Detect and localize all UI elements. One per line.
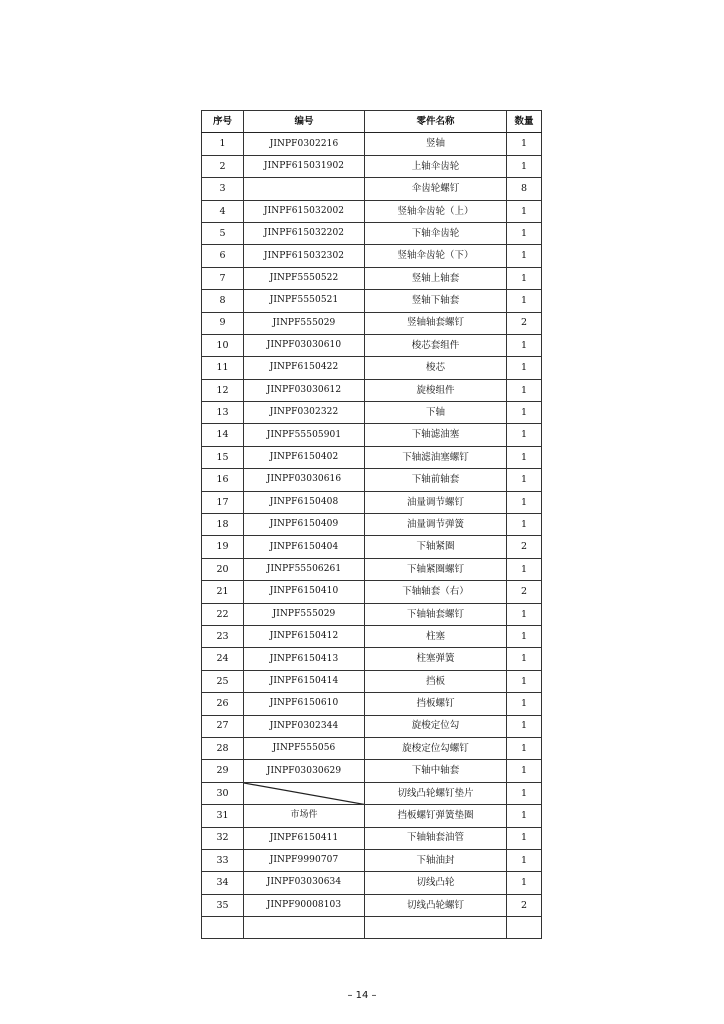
cell-qty: 1 xyxy=(507,469,542,491)
cell-name: 竖轴伞齿轮（上） xyxy=(365,200,507,222)
cell-qty: 1 xyxy=(507,133,542,155)
table-row xyxy=(202,357,542,379)
cell-code: JINPF0302344 xyxy=(244,715,365,737)
cell-index: 9 xyxy=(202,312,244,334)
cell-code: 市场件 xyxy=(244,805,365,827)
cell-code: JINPF6150413 xyxy=(244,648,365,670)
cell-index: 20 xyxy=(202,558,244,580)
cell-name: 下轴伞齿轮 xyxy=(365,222,507,244)
cell-code: JINPF6150408 xyxy=(244,491,365,513)
cell-name: 下轴中轴套 xyxy=(365,760,507,782)
table-row xyxy=(202,625,542,647)
table-row xyxy=(202,782,542,804)
table-header-row xyxy=(202,111,542,133)
cell-name: 下轴滤油塞螺钉 xyxy=(365,446,507,468)
cell-name: 梭芯套组件 xyxy=(365,334,507,356)
cell-name: 旋梭定位勾螺钉 xyxy=(365,737,507,759)
cell-index: 16 xyxy=(202,469,244,491)
cell-code: JINPF555056 xyxy=(244,737,365,759)
cell-name: 竖轴下轴套 xyxy=(365,290,507,312)
cell-qty: 1 xyxy=(507,849,542,871)
cell-qty: 8 xyxy=(507,178,542,200)
cell-index: 33 xyxy=(202,849,244,871)
table-row xyxy=(202,379,542,401)
cell-code: JINPF03030616 xyxy=(244,469,365,491)
cell-index: 7 xyxy=(202,267,244,289)
cell-qty: 1 xyxy=(507,805,542,827)
cell-qty: 1 xyxy=(507,670,542,692)
table-row xyxy=(202,334,542,356)
cell-index: 11 xyxy=(202,357,244,379)
cell-name xyxy=(365,917,507,939)
cell-code: JINPF5550522 xyxy=(244,267,365,289)
cell-code: JINPF9990707 xyxy=(244,849,365,871)
table-row xyxy=(202,849,542,871)
parts-table xyxy=(201,110,542,939)
cell-name: 下轴滤油塞 xyxy=(365,424,507,446)
table-row xyxy=(202,155,542,177)
cell-name: 切线凸轮螺钉垫片 xyxy=(365,782,507,804)
table-row xyxy=(202,536,542,558)
cell-name: 下轴 xyxy=(365,402,507,424)
cell-name: 下轴轴套螺钉 xyxy=(365,603,507,625)
table-row xyxy=(202,872,542,894)
table-row xyxy=(202,581,542,603)
cell-code: JINPF6150411 xyxy=(244,827,365,849)
page-number: – 14 – xyxy=(347,990,377,1001)
diagonal-line xyxy=(244,783,364,804)
cell-code: JINPF615031902 xyxy=(244,155,365,177)
header-name: 零件名称 xyxy=(365,111,507,133)
table-row xyxy=(202,312,542,334)
table-row xyxy=(202,670,542,692)
cell-index: 2 xyxy=(202,155,244,177)
cell-index: 12 xyxy=(202,379,244,401)
cell-index: 32 xyxy=(202,827,244,849)
table-row xyxy=(202,917,542,939)
cell-index: 1 xyxy=(202,133,244,155)
cell-name: 挡板螺钉弹簧垫圈 xyxy=(365,805,507,827)
cell-name: 油量调节螺钉 xyxy=(365,491,507,513)
table-row xyxy=(202,894,542,916)
cell-qty: 1 xyxy=(507,290,542,312)
cell-name: 下轴前轴套 xyxy=(365,469,507,491)
table-row xyxy=(202,222,542,244)
table-row xyxy=(202,693,542,715)
cell-name: 下轴轴套油管 xyxy=(365,827,507,849)
cell-qty: 1 xyxy=(507,872,542,894)
cell-qty: 1 xyxy=(507,446,542,468)
cell-index: 17 xyxy=(202,491,244,513)
table-row xyxy=(202,290,542,312)
cell-name: 切线凸轮 xyxy=(365,872,507,894)
table-row xyxy=(202,200,542,222)
cell-qty: 1 xyxy=(507,379,542,401)
cell-qty: 1 xyxy=(507,558,542,580)
cell-name: 上轴伞齿轮 xyxy=(365,155,507,177)
cell-name: 下轴紧圈 xyxy=(365,536,507,558)
cell-index: 28 xyxy=(202,737,244,759)
cell-index: 25 xyxy=(202,670,244,692)
table-row xyxy=(202,603,542,625)
table-row xyxy=(202,469,542,491)
cell-index: 10 xyxy=(202,334,244,356)
cell-name: 竖轴伞齿轮（下） xyxy=(365,245,507,267)
cell-code: JINPF6150404 xyxy=(244,536,365,558)
table-row xyxy=(202,558,542,580)
cell-name: 油量调节弹簧 xyxy=(365,514,507,536)
table-row xyxy=(202,491,542,513)
cell-index: 3 xyxy=(202,178,244,200)
cell-name: 梭芯 xyxy=(365,357,507,379)
table-row xyxy=(202,424,542,446)
cell-name: 下轴油封 xyxy=(365,849,507,871)
cell-qty: 1 xyxy=(507,648,542,670)
cell-code: JINPF6150402 xyxy=(244,446,365,468)
cell-index: 24 xyxy=(202,648,244,670)
cell-index: 35 xyxy=(202,894,244,916)
table-row xyxy=(202,715,542,737)
cell-name: 竖轴轴套螺钉 xyxy=(365,312,507,334)
cell-code xyxy=(244,917,365,939)
header-code: 编号 xyxy=(244,111,365,133)
cell-index: 30 xyxy=(202,782,244,804)
cell-code: JINPF03030610 xyxy=(244,334,365,356)
cell-code: JINPF03030629 xyxy=(244,760,365,782)
table-row xyxy=(202,805,542,827)
cell-qty: 1 xyxy=(507,267,542,289)
cell-name: 柱塞弹簧 xyxy=(365,648,507,670)
cell-name: 竖轴上轴套 xyxy=(365,267,507,289)
cell-qty: 1 xyxy=(507,827,542,849)
cell-qty: 1 xyxy=(507,782,542,804)
cell-qty: 1 xyxy=(507,222,542,244)
cell-code: JINPF6150410 xyxy=(244,581,365,603)
cell-code: JINPF6150610 xyxy=(244,693,365,715)
cell-code: JINPF03030612 xyxy=(244,379,365,401)
cell-index: 27 xyxy=(202,715,244,737)
cell-name: 旋梭组件 xyxy=(365,379,507,401)
cell-name: 伞齿轮螺钉 xyxy=(365,178,507,200)
cell-name: 柱塞 xyxy=(365,625,507,647)
cell-index: 31 xyxy=(202,805,244,827)
table-row xyxy=(202,402,542,424)
cell-qty: 1 xyxy=(507,625,542,647)
cell-name: 挡板螺钉 xyxy=(365,693,507,715)
cell-name: 竖轴 xyxy=(365,133,507,155)
table-row xyxy=(202,514,542,536)
cell-qty: 1 xyxy=(507,402,542,424)
table-row xyxy=(202,178,542,200)
table-row xyxy=(202,760,542,782)
cell-index: 34 xyxy=(202,872,244,894)
table-row xyxy=(202,245,542,267)
cell-qty: 1 xyxy=(507,357,542,379)
cell-qty: 1 xyxy=(507,603,542,625)
cell-index xyxy=(202,917,244,939)
table-row xyxy=(202,827,542,849)
cell-qty: 1 xyxy=(507,424,542,446)
cell-qty: 1 xyxy=(507,155,542,177)
table-row xyxy=(202,446,542,468)
table-row xyxy=(202,737,542,759)
cell-code: JINPF5550521 xyxy=(244,290,365,312)
cell-qty: 1 xyxy=(507,715,542,737)
cell-name: 下轴紧圈螺钉 xyxy=(365,558,507,580)
cell-code xyxy=(244,178,365,200)
header-index: 序号 xyxy=(202,111,244,133)
cell-index: 19 xyxy=(202,536,244,558)
cell-qty: 1 xyxy=(507,693,542,715)
cell-code: JINPF0302216 xyxy=(244,133,365,155)
cell-code: JINPF03030634 xyxy=(244,872,365,894)
header-qty: 数量 xyxy=(507,111,542,133)
cell-qty: 1 xyxy=(507,200,542,222)
cell-code: JINPF6150414 xyxy=(244,670,365,692)
cell-code: JINPF6150412 xyxy=(244,625,365,647)
cell-index: 6 xyxy=(202,245,244,267)
cell-index: 5 xyxy=(202,222,244,244)
cell-name: 旋梭定位勾 xyxy=(365,715,507,737)
cell-qty: 1 xyxy=(507,334,542,356)
cell-name: 挡板 xyxy=(365,670,507,692)
cell-code: JINPF55506261 xyxy=(244,558,365,580)
cell-index: 15 xyxy=(202,446,244,468)
cell-index: 23 xyxy=(202,625,244,647)
cell-name: 下轴轴套（右） xyxy=(365,581,507,603)
cell-qty: 1 xyxy=(507,737,542,759)
cell-qty: 2 xyxy=(507,312,542,334)
cell-code: JINPF615032302 xyxy=(244,245,365,267)
cell-qty: 2 xyxy=(507,581,542,603)
cell-code: JINPF615032202 xyxy=(244,222,365,244)
cell-qty: 1 xyxy=(507,491,542,513)
cell-qty: 1 xyxy=(507,245,542,267)
cell-qty: 2 xyxy=(507,536,542,558)
cell-code: JINPF0302322 xyxy=(244,402,365,424)
cell-index: 8 xyxy=(202,290,244,312)
cell-code: JINPF55505901 xyxy=(244,424,365,446)
cell-qty: 2 xyxy=(507,894,542,916)
cell-index: 4 xyxy=(202,200,244,222)
cell-code-diagonal xyxy=(244,782,365,804)
cell-code: JINPF555029 xyxy=(244,603,365,625)
cell-qty: 1 xyxy=(507,514,542,536)
cell-index: 14 xyxy=(202,424,244,446)
cell-name: 切线凸轮螺钉 xyxy=(365,894,507,916)
cell-code: JINPF615032002 xyxy=(244,200,365,222)
table-row xyxy=(202,133,542,155)
cell-index: 29 xyxy=(202,760,244,782)
cell-qty: 1 xyxy=(507,760,542,782)
table-row xyxy=(202,267,542,289)
cell-code: JINPF6150409 xyxy=(244,514,365,536)
cell-qty xyxy=(507,917,542,939)
cell-code: JINPF6150422 xyxy=(244,357,365,379)
table-row xyxy=(202,648,542,670)
cell-index: 18 xyxy=(202,514,244,536)
cell-index: 21 xyxy=(202,581,244,603)
cell-code: JINPF90008103 xyxy=(244,894,365,916)
table-body xyxy=(202,133,542,939)
cell-index: 22 xyxy=(202,603,244,625)
cell-code: JINPF555029 xyxy=(244,312,365,334)
cell-index: 13 xyxy=(202,402,244,424)
cell-index: 26 xyxy=(202,693,244,715)
